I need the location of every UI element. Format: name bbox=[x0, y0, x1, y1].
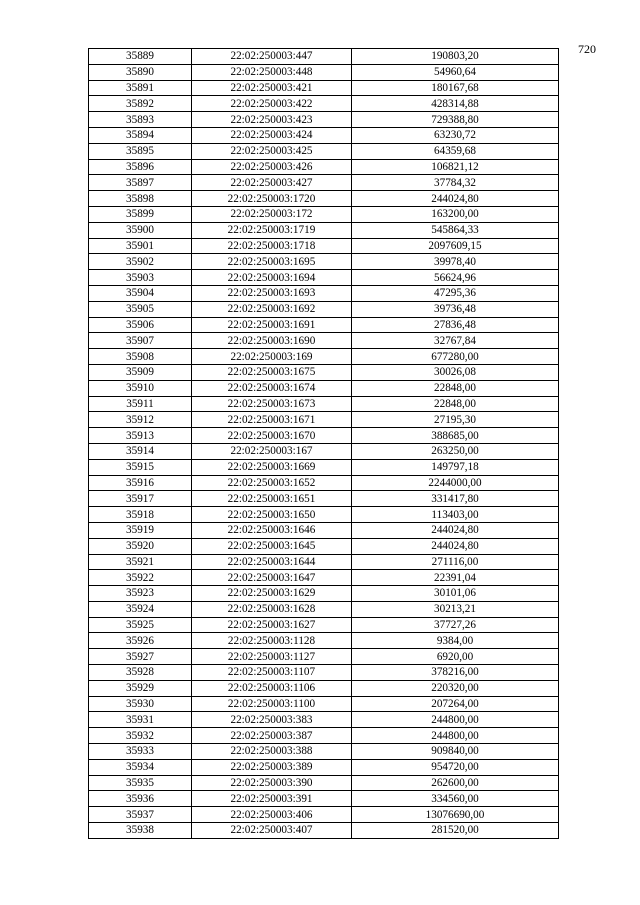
value-cell: 39978,40 bbox=[352, 254, 559, 270]
value-cell: 149797,18 bbox=[352, 459, 559, 475]
cadastral-number-cell: 22:02:250003:1693 bbox=[192, 285, 352, 301]
table-row bbox=[89, 459, 559, 475]
row-number-cell: 35919 bbox=[89, 522, 192, 538]
row-number-cell: 35928 bbox=[89, 665, 192, 681]
row-number-cell: 35909 bbox=[89, 364, 192, 380]
value-cell: 113403,00 bbox=[352, 507, 559, 523]
value-cell: 54960,64 bbox=[352, 64, 559, 80]
table-row bbox=[89, 112, 559, 128]
cadastral-number-cell: 22:02:250003:1675 bbox=[192, 364, 352, 380]
cadastral-number-cell: 22:02:250003:387 bbox=[192, 728, 352, 744]
value-cell: 106821,12 bbox=[352, 159, 559, 175]
value-cell: 37784,32 bbox=[352, 175, 559, 191]
row-number-cell: 35920 bbox=[89, 538, 192, 554]
table-row bbox=[89, 807, 559, 823]
value-cell: 244024,80 bbox=[352, 522, 559, 538]
value-cell: 271116,00 bbox=[352, 554, 559, 570]
value-cell: 220320,00 bbox=[352, 680, 559, 696]
value-cell: 677280,00 bbox=[352, 349, 559, 365]
row-number-cell: 35905 bbox=[89, 301, 192, 317]
value-cell: 909840,00 bbox=[352, 744, 559, 760]
table-row bbox=[89, 823, 559, 839]
cadastral-number-cell: 22:02:250003:427 bbox=[192, 175, 352, 191]
value-cell: 9384,00 bbox=[352, 633, 559, 649]
table-row bbox=[89, 206, 559, 222]
cadastral-number-cell: 22:02:250003:389 bbox=[192, 759, 352, 775]
value-cell: 30026,08 bbox=[352, 364, 559, 380]
cadastral-number-cell: 22:02:250003:1128 bbox=[192, 633, 352, 649]
table-row bbox=[89, 301, 559, 317]
row-number-cell: 35910 bbox=[89, 380, 192, 396]
value-cell: 22391,04 bbox=[352, 570, 559, 586]
table-row bbox=[89, 127, 559, 143]
value-cell: 6920,00 bbox=[352, 649, 559, 665]
value-cell: 27836,48 bbox=[352, 317, 559, 333]
cadastral-number-cell: 22:02:250003:1692 bbox=[192, 301, 352, 317]
cadastral-number-cell: 22:02:250003:1646 bbox=[192, 522, 352, 538]
value-cell: 388685,00 bbox=[352, 428, 559, 444]
row-number-cell: 35935 bbox=[89, 775, 192, 791]
cadastral-number-cell: 22:02:250003:1720 bbox=[192, 191, 352, 207]
row-number-cell: 35907 bbox=[89, 333, 192, 349]
row-number-cell: 35927 bbox=[89, 649, 192, 665]
value-cell: 244024,80 bbox=[352, 538, 559, 554]
row-number-cell: 35923 bbox=[89, 586, 192, 602]
value-cell: 244800,00 bbox=[352, 712, 559, 728]
cadastral-number-cell: 22:02:250003:1719 bbox=[192, 222, 352, 238]
cadastral-number-cell: 22:02:250003:1650 bbox=[192, 507, 352, 523]
row-number-cell: 35911 bbox=[89, 396, 192, 412]
cadastral-number-cell: 22:02:250003:169 bbox=[192, 349, 352, 365]
value-cell: 428314,88 bbox=[352, 96, 559, 112]
value-cell: 39736,48 bbox=[352, 301, 559, 317]
value-cell: 244024,80 bbox=[352, 191, 559, 207]
cadastral-number-cell: 22:02:250003:1694 bbox=[192, 270, 352, 286]
cadastral-number-cell: 22:02:250003:1690 bbox=[192, 333, 352, 349]
row-number-cell: 35904 bbox=[89, 285, 192, 301]
value-cell: 63230,72 bbox=[352, 127, 559, 143]
cadastral-number-cell: 22:02:250003:1647 bbox=[192, 570, 352, 586]
table-row bbox=[89, 159, 559, 175]
cadastral-number-cell: 22:02:250003:448 bbox=[192, 64, 352, 80]
value-cell: 13076690,00 bbox=[352, 807, 559, 823]
table-row bbox=[89, 349, 559, 365]
value-cell: 281520,00 bbox=[352, 823, 559, 839]
value-cell: 262600,00 bbox=[352, 775, 559, 791]
cadastral-number-cell: 22:02:250003:422 bbox=[192, 96, 352, 112]
value-cell: 729388,80 bbox=[352, 112, 559, 128]
table-row bbox=[89, 238, 559, 254]
value-cell: 334560,00 bbox=[352, 791, 559, 807]
cadastral-number-cell: 22:02:250003:167 bbox=[192, 443, 352, 459]
table-row bbox=[89, 728, 559, 744]
row-number-cell: 35938 bbox=[89, 823, 192, 839]
cadastral-number-cell: 22:02:250003:1718 bbox=[192, 238, 352, 254]
table-row bbox=[89, 696, 559, 712]
row-number-cell: 35892 bbox=[89, 96, 192, 112]
table-row bbox=[89, 744, 559, 760]
row-number-cell: 35917 bbox=[89, 491, 192, 507]
table-row bbox=[89, 96, 559, 112]
cadastral-number-cell: 22:02:250003:1107 bbox=[192, 665, 352, 681]
cadastral-number-cell: 22:02:250003:1629 bbox=[192, 586, 352, 602]
cadastral-number-cell: 22:02:250003:390 bbox=[192, 775, 352, 791]
value-cell: 32767,84 bbox=[352, 333, 559, 349]
table-row bbox=[89, 522, 559, 538]
row-number-cell: 35930 bbox=[89, 696, 192, 712]
value-cell: 263250,00 bbox=[352, 443, 559, 459]
cadastral-number-cell: 22:02:250003:1645 bbox=[192, 538, 352, 554]
page-number: 720 bbox=[578, 42, 596, 56]
row-number-cell: 35913 bbox=[89, 428, 192, 444]
row-number-cell: 35937 bbox=[89, 807, 192, 823]
table-row bbox=[89, 475, 559, 491]
row-number-cell: 35933 bbox=[89, 744, 192, 760]
value-cell: 2244000,00 bbox=[352, 475, 559, 491]
table-row bbox=[89, 759, 559, 775]
cadastral-number-cell: 22:02:250003:1671 bbox=[192, 412, 352, 428]
table-row bbox=[89, 507, 559, 523]
table-row bbox=[89, 791, 559, 807]
table-row bbox=[89, 538, 559, 554]
value-cell: 163200,00 bbox=[352, 206, 559, 222]
value-cell: 22848,00 bbox=[352, 396, 559, 412]
cadastral-number-cell: 22:02:250003:421 bbox=[192, 80, 352, 96]
row-number-cell: 35926 bbox=[89, 633, 192, 649]
cadastral-number-cell: 22:02:250003:406 bbox=[192, 807, 352, 823]
table-row bbox=[89, 554, 559, 570]
table-row bbox=[89, 80, 559, 96]
cadastral-number-cell: 22:02:250003:1669 bbox=[192, 459, 352, 475]
value-cell: 378216,00 bbox=[352, 665, 559, 681]
cadastral-number-cell: 22:02:250003:1628 bbox=[192, 601, 352, 617]
table-row bbox=[89, 49, 559, 65]
table-row bbox=[89, 443, 559, 459]
cadastral-number-cell: 22:02:250003:426 bbox=[192, 159, 352, 175]
registry-table-body bbox=[89, 49, 559, 839]
cadastral-number-cell: 22:02:250003:383 bbox=[192, 712, 352, 728]
row-number-cell: 35922 bbox=[89, 570, 192, 586]
row-number-cell: 35934 bbox=[89, 759, 192, 775]
value-cell: 27195,30 bbox=[352, 412, 559, 428]
row-number-cell: 35914 bbox=[89, 443, 192, 459]
table-row bbox=[89, 428, 559, 444]
table-row bbox=[89, 64, 559, 80]
cadastral-number-cell: 22:02:250003:1651 bbox=[192, 491, 352, 507]
cadastral-number-cell: 22:02:250003:1691 bbox=[192, 317, 352, 333]
row-number-cell: 35893 bbox=[89, 112, 192, 128]
cadastral-number-cell: 22:02:250003:388 bbox=[192, 744, 352, 760]
value-cell: 207264,00 bbox=[352, 696, 559, 712]
table-row bbox=[89, 270, 559, 286]
value-cell: 180167,68 bbox=[352, 80, 559, 96]
cadastral-number-cell: 22:02:250003:1695 bbox=[192, 254, 352, 270]
table-row bbox=[89, 412, 559, 428]
cadastral-number-cell: 22:02:250003:424 bbox=[192, 127, 352, 143]
row-number-cell: 35902 bbox=[89, 254, 192, 270]
table-row bbox=[89, 680, 559, 696]
row-number-cell: 35916 bbox=[89, 475, 192, 491]
value-cell: 64359,68 bbox=[352, 143, 559, 159]
cadastral-number-cell: 22:02:250003:407 bbox=[192, 823, 352, 839]
value-cell: 331417,80 bbox=[352, 491, 559, 507]
table-row bbox=[89, 364, 559, 380]
table-row bbox=[89, 617, 559, 633]
value-cell: 37727,26 bbox=[352, 617, 559, 633]
table-row bbox=[89, 254, 559, 270]
table-row bbox=[89, 380, 559, 396]
cadastral-number-cell: 22:02:250003:425 bbox=[192, 143, 352, 159]
value-cell: 30213,21 bbox=[352, 601, 559, 617]
table-row bbox=[89, 601, 559, 617]
row-number-cell: 35895 bbox=[89, 143, 192, 159]
cadastral-number-cell: 22:02:250003:172 bbox=[192, 206, 352, 222]
row-number-cell: 35915 bbox=[89, 459, 192, 475]
table-row bbox=[89, 333, 559, 349]
table-row bbox=[89, 712, 559, 728]
table-row bbox=[89, 649, 559, 665]
value-cell: 190803,20 bbox=[352, 49, 559, 65]
table-row bbox=[89, 175, 559, 191]
table-row bbox=[89, 633, 559, 649]
row-number-cell: 35906 bbox=[89, 317, 192, 333]
cadastral-number-cell: 22:02:250003:1627 bbox=[192, 617, 352, 633]
row-number-cell: 35924 bbox=[89, 601, 192, 617]
row-number-cell: 35925 bbox=[89, 617, 192, 633]
row-number-cell: 35931 bbox=[89, 712, 192, 728]
cadastral-number-cell: 22:02:250003:423 bbox=[192, 112, 352, 128]
value-cell: 954720,00 bbox=[352, 759, 559, 775]
cadastral-number-cell: 22:02:250003:1644 bbox=[192, 554, 352, 570]
row-number-cell: 35889 bbox=[89, 49, 192, 65]
table-row bbox=[89, 317, 559, 333]
table-row bbox=[89, 665, 559, 681]
row-number-cell: 35894 bbox=[89, 127, 192, 143]
cadastral-number-cell: 22:02:250003:1652 bbox=[192, 475, 352, 491]
row-number-cell: 35918 bbox=[89, 507, 192, 523]
value-cell: 47295,36 bbox=[352, 285, 559, 301]
row-number-cell: 35891 bbox=[89, 80, 192, 96]
table-row bbox=[89, 775, 559, 791]
cadastral-number-cell: 22:02:250003:1100 bbox=[192, 696, 352, 712]
cadastral-number-cell: 22:02:250003:1106 bbox=[192, 680, 352, 696]
value-cell: 2097609,15 bbox=[352, 238, 559, 254]
row-number-cell: 35929 bbox=[89, 680, 192, 696]
value-cell: 56624,96 bbox=[352, 270, 559, 286]
row-number-cell: 35903 bbox=[89, 270, 192, 286]
table-row bbox=[89, 143, 559, 159]
row-number-cell: 35901 bbox=[89, 238, 192, 254]
cadastral-number-cell: 22:02:250003:447 bbox=[192, 49, 352, 65]
cadastral-number-cell: 22:02:250003:1673 bbox=[192, 396, 352, 412]
value-cell: 244800,00 bbox=[352, 728, 559, 744]
row-number-cell: 35921 bbox=[89, 554, 192, 570]
table-row bbox=[89, 586, 559, 602]
row-number-cell: 35932 bbox=[89, 728, 192, 744]
registry-table bbox=[88, 48, 559, 839]
row-number-cell: 35890 bbox=[89, 64, 192, 80]
cadastral-number-cell: 22:02:250003:391 bbox=[192, 791, 352, 807]
row-number-cell: 35897 bbox=[89, 175, 192, 191]
table-row bbox=[89, 222, 559, 238]
table-row bbox=[89, 396, 559, 412]
table-row bbox=[89, 285, 559, 301]
row-number-cell: 35936 bbox=[89, 791, 192, 807]
row-number-cell: 35908 bbox=[89, 349, 192, 365]
cadastral-number-cell: 22:02:250003:1670 bbox=[192, 428, 352, 444]
row-number-cell: 35898 bbox=[89, 191, 192, 207]
cadastral-number-cell: 22:02:250003:1674 bbox=[192, 380, 352, 396]
row-number-cell: 35912 bbox=[89, 412, 192, 428]
value-cell: 30101,06 bbox=[352, 586, 559, 602]
table-row bbox=[89, 570, 559, 586]
row-number-cell: 35899 bbox=[89, 206, 192, 222]
table-row bbox=[89, 191, 559, 207]
value-cell: 22848,00 bbox=[352, 380, 559, 396]
row-number-cell: 35900 bbox=[89, 222, 192, 238]
cadastral-number-cell: 22:02:250003:1127 bbox=[192, 649, 352, 665]
value-cell: 545864,33 bbox=[352, 222, 559, 238]
table-row bbox=[89, 491, 559, 507]
row-number-cell: 35896 bbox=[89, 159, 192, 175]
